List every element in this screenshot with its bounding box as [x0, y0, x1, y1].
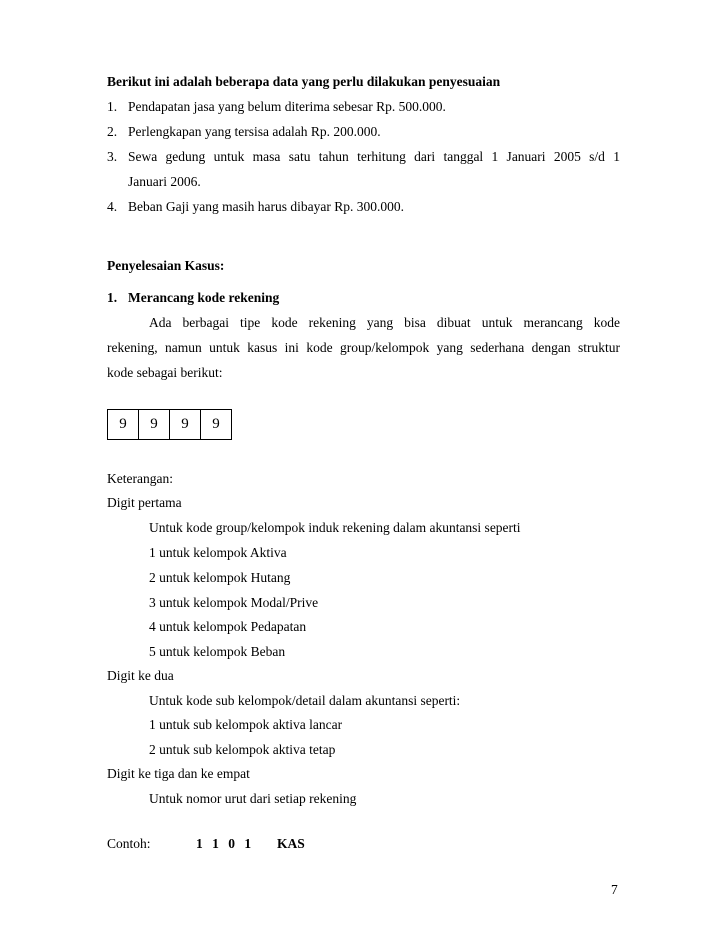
digit2-description: Untuk kode sub kelompok/detail dalam akuntansi seperti: [149, 693, 461, 708]
list-item-continuation: Januari 2006. [128, 174, 201, 189]
list-item: 5 untuk kelompok Beban [149, 644, 286, 659]
list-item [107, 99, 446, 115]
list-item-text: Perlengkapan yang tersisa adalah Rp. 200.000. [128, 124, 381, 139]
notes-label: Keterangan: [107, 471, 173, 486]
code-structure-table [107, 409, 232, 440]
list-item-text: Sewa gedung untuk masa satu tahun terhitung dari tanggal 1 Januari 2005 s/d 1 [128, 149, 620, 164]
list-item-number: 1. [107, 99, 118, 114]
code-digit-cell: 9 [201, 410, 232, 440]
list-item-text: Beban Gaji yang masih harus dibayar Rp. 300.000. [128, 199, 404, 214]
code-digit-cell: 9 [139, 410, 170, 440]
digit34-description: Untuk nomor urut dari setiap rekening [149, 791, 357, 806]
step-title: Merancang kode rekening [128, 290, 280, 305]
list-item [107, 124, 381, 140]
list-item [107, 149, 620, 165]
paragraph-line: kode sebagai berikut: [107, 365, 223, 380]
digit2-title: Digit ke dua [107, 668, 174, 683]
page-number: 7 [611, 882, 618, 897]
example-code: 1 1 0 1 [196, 836, 255, 851]
step-heading [107, 290, 279, 306]
digit34-title: Digit ke tiga dan ke empat [107, 766, 250, 781]
list-item: 1 untuk kelompok Aktiva [149, 545, 287, 560]
solution-heading: Penyelesaian Kasus: [107, 258, 225, 273]
paragraph-line: Ada berbagai tipe kode rekening yang bisa dibuat untuk merancang kode [149, 315, 620, 330]
list-item: 4 untuk kelompok Pedapatan [149, 619, 307, 634]
digit1-title: Digit pertama [107, 495, 182, 510]
code-digit-cell: 9 [108, 410, 139, 440]
step-number: 1. [107, 290, 118, 305]
list-item-number: 2. [107, 124, 118, 139]
list-item-number: 3. [107, 149, 118, 164]
list-item: 1 untuk sub kelompok aktiva lancar [149, 717, 343, 732]
example-account-name: KAS [277, 836, 305, 851]
table-row [108, 410, 232, 440]
list-item [107, 199, 404, 215]
list-item-text: Pendapatan jasa yang belum diterima sebesar Rp. 500.000. [128, 99, 446, 114]
list-item: 3 untuk kelompok Modal/Prive [149, 595, 319, 610]
code-digit-cell: 9 [170, 410, 201, 440]
example-label: Contoh: [107, 836, 151, 851]
list-item: 2 untuk sub kelompok aktiva tetap [149, 742, 336, 757]
intro-heading: Berikut ini adalah beberapa data yang perlu dilakukan penyesuaian [107, 74, 501, 89]
list-item: 2 untuk kelompok Hutang [149, 570, 291, 585]
digit1-description: Untuk kode group/kelompok induk rekening dalam akuntansi seperti [149, 520, 521, 535]
example-row [107, 836, 620, 852]
list-item-number: 4. [107, 199, 118, 214]
paragraph-line: rekening, namun untuk kasus ini kode group/kelompok yang sederhana dengan struktur [107, 340, 620, 355]
